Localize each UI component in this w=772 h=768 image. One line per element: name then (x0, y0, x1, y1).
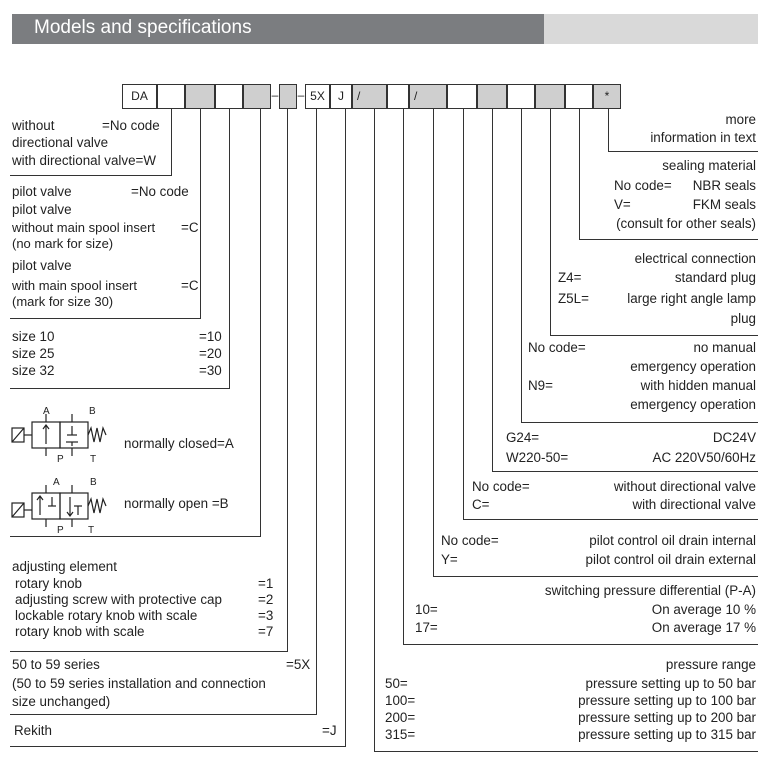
diff-title: switching pressure differential (P-A) (544, 583, 756, 598)
drain-value-1: pilot control oil drain internal (589, 533, 756, 548)
pilot-line-6: with main spool insert (12, 278, 137, 293)
drain-value-2: pilot control oil drain external (585, 552, 756, 567)
adjust-code-3: =7 (258, 624, 274, 639)
pilot-line-7: (mark for size 30) (12, 294, 114, 309)
pressure-text-1: pressure setting up to 100 bar (578, 693, 756, 708)
seal-code-2: V= (614, 197, 631, 212)
code-box-seal (565, 84, 593, 109)
pilot-line-1: pilot valve (12, 184, 72, 199)
adjust-label-1: adjusting screw with protective cap (15, 592, 222, 607)
adjust-code-0: =1 (258, 576, 274, 591)
diff-code-2: 17= (415, 620, 438, 635)
symbol-closed-label: normally closed=A (124, 436, 234, 451)
elec-code-1: Z4= (558, 270, 582, 285)
pilot-code-3: =C (181, 220, 199, 235)
code-box-emergency (507, 84, 535, 109)
emerg-value-1b: emergency operation (630, 359, 756, 374)
direction-line-2: directional valve (12, 135, 109, 150)
size-label-1: size 25 (12, 346, 55, 361)
section-header (12, 14, 758, 44)
port-p-open: P (57, 525, 64, 535)
pilot-line-2: pilot valve (12, 202, 72, 217)
port-b-open: B (90, 477, 97, 488)
code-box-size (215, 84, 243, 109)
code-box-drain: / (409, 84, 447, 109)
code-box-electrical (535, 84, 565, 109)
size-code-0: =10 (199, 329, 222, 344)
code-box-more: * (593, 84, 621, 109)
dirvalve-value-1: without directional valve (613, 479, 756, 494)
code-box-brand: J (330, 84, 352, 109)
adjust-label-0: rotary knob (15, 576, 82, 591)
code-box-series: DA (122, 84, 157, 109)
code-box-direction (157, 84, 185, 109)
drain-code-1: No code= (441, 533, 499, 548)
voltage-code-2: W220-50= (506, 450, 569, 465)
more-line-1: more (725, 112, 756, 127)
pilot-line-5: pilot valve (12, 258, 72, 273)
pressure-code-0: 50= (385, 676, 408, 691)
voltage-value-1: DC24V (712, 430, 756, 445)
emerg-value-2b: emergency operation (630, 397, 756, 412)
pressure-title: pressure range (665, 657, 756, 672)
valve-symbol-open-icon (10, 475, 120, 535)
pressure-text-2: pressure setting up to 200 bar (578, 710, 756, 725)
code-box-5x: 5X (305, 84, 330, 109)
emerg-value-2: with hidden manual (640, 378, 756, 393)
elec-title: electrical connection (634, 251, 756, 266)
size-label-2: size 32 (12, 363, 55, 378)
emerg-value-1: no manual (693, 340, 756, 355)
dirvalve-code-2: C= (472, 497, 490, 512)
pilot-line-4: (no mark for size) (12, 236, 114, 251)
code-box-voltage (477, 84, 507, 109)
pressure-text-0: pressure setting up to 50 bar (585, 676, 756, 691)
seal-value-1: NBR seals (692, 178, 756, 193)
elec-value-1: standard plug (674, 270, 756, 285)
header-bar-light (544, 14, 758, 44)
emerg-code-2: N9= (528, 378, 553, 393)
port-a-closed: A (43, 406, 50, 417)
pilot-code-1: =No code (131, 184, 189, 199)
dirvalve-value-2: with directional valve (632, 497, 756, 512)
adjust-label-3: rotary knob with scale (15, 624, 145, 639)
port-b-closed: B (89, 406, 96, 417)
code-box-diff (387, 84, 409, 109)
series-line-3: size unchanged) (12, 694, 111, 709)
port-p-closed: P (57, 454, 64, 464)
direction-line-3: with directional valve=W (12, 153, 157, 168)
pressure-code-3: 315= (385, 727, 416, 742)
voltage-value-2: AC 220V50/60Hz (652, 450, 756, 465)
more-line-2: information in text (650, 130, 756, 145)
direction-line-1: without (12, 118, 55, 133)
size-code-1: =20 (199, 346, 222, 361)
pilot-code-6: =C (181, 278, 199, 293)
brand-label: Rekith (14, 723, 52, 738)
adjust-label-2: lockable rotary knob with scale (15, 608, 198, 623)
code-box-symbol (243, 84, 271, 109)
pilot-line-3: without main spool insert (12, 220, 156, 235)
dirvalve-code-1: No code= (472, 479, 530, 494)
brand-code: =J (322, 723, 337, 738)
port-t-closed: T (90, 454, 97, 464)
diff-code-1: 10= (415, 602, 438, 617)
size-label-0: size 10 (12, 329, 55, 344)
drain-code-2: Y= (441, 552, 458, 567)
seal-code-1: No code= (614, 178, 672, 193)
code-box-dirvalve (447, 84, 477, 109)
series-code: =5X (286, 657, 311, 672)
size-code-2: =30 (199, 363, 222, 378)
elec-value-2b: plug (730, 311, 756, 326)
code-sep-dash-1: – (271, 84, 279, 109)
seal-note: (consult for other seals) (616, 216, 756, 231)
series-line-1: 50 to 59 series (12, 657, 100, 672)
valve-symbol-closed-icon (10, 404, 120, 464)
code-box-adjust (279, 84, 297, 109)
seal-value-2: FKM seals (692, 197, 756, 212)
elec-value-2: large right angle lamp (627, 291, 756, 306)
adjust-code-2: =3 (258, 608, 274, 623)
symbol-open-label: normally open =B (124, 496, 229, 511)
code-sep-dash-2: – (297, 84, 305, 109)
code-box-pilot (185, 84, 215, 109)
port-a-open: A (53, 477, 60, 488)
direction-code-1: =No code (102, 118, 160, 133)
code-box-pressure: / (352, 84, 387, 109)
seal-title: sealing material (662, 158, 756, 173)
series-line-2: (50 to 59 series installation and connection (12, 676, 266, 691)
emerg-code-1: No code= (528, 340, 586, 355)
voltage-code-1: G24= (506, 430, 540, 445)
pressure-code-2: 200= (385, 710, 416, 725)
elec-code-2: Z5L= (558, 291, 589, 306)
pressure-text-3: pressure setting up to 315 bar (578, 727, 756, 742)
port-t-open: T (88, 525, 95, 535)
pressure-code-1: 100= (385, 693, 416, 708)
page-title: Models and specifications (34, 17, 252, 38)
adjust-code-1: =2 (258, 592, 274, 607)
adjust-title: adjusting element (12, 559, 117, 574)
diff-value-1: On average 10 % (651, 602, 756, 617)
diff-value-2: On average 17 % (651, 620, 756, 635)
